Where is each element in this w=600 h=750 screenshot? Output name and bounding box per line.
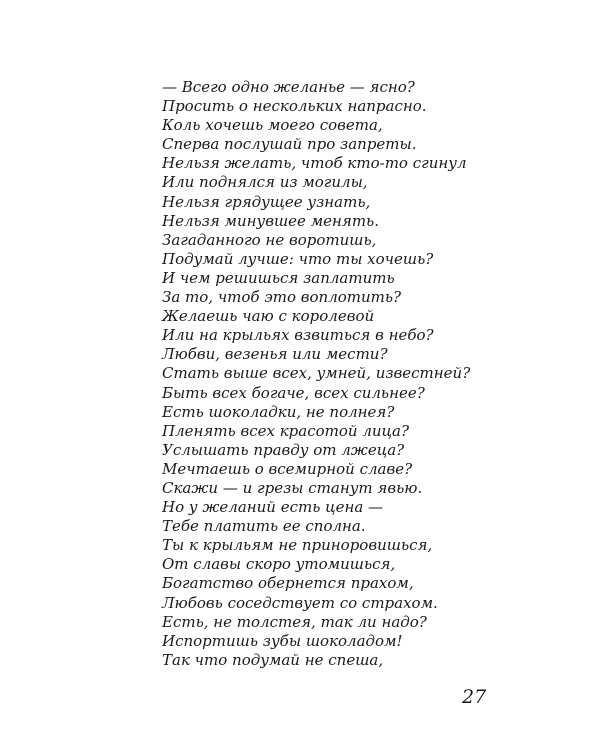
poem-line: Есть, не толстея, так ли надо? <box>162 612 427 631</box>
poem-line: Быть всех богаче, всех сильнее? <box>162 383 425 402</box>
poem-line: Тебе платить ее сполна. <box>162 517 366 536</box>
poem-line: Мечтаешь о всемирной славе? <box>162 459 413 478</box>
poem-line: Но у желаний есть цена — <box>162 498 384 517</box>
poem-line: — Всего одно желанье — ясно? <box>162 78 415 96</box>
poem-line: Есть шоколадки, не полнея? <box>162 402 395 421</box>
poem-line: Загаданного не воротишь, <box>162 230 377 249</box>
poem-line: Ты к крыльям не приноровишься, <box>162 536 433 555</box>
poem-line: От славы скоро утомишься, <box>162 555 396 574</box>
poem-line: И чем решишься заплатить <box>162 268 395 287</box>
poem-line: Испортишь зубы шоколадом! <box>162 631 403 650</box>
poem-line: Подумай лучше: что ты хочешь? <box>162 249 434 268</box>
poem-line: Нельзя желать, чтоб кто-то сгинул <box>162 154 467 173</box>
poem-line: Стать выше всех, умней, известней? <box>162 364 471 383</box>
poem-line: Богатство обернется прахом, <box>162 574 414 593</box>
poem-line: Любви, везенья или мести? <box>162 345 388 364</box>
poem-line: Сперва послушай про запреты. <box>162 135 417 154</box>
poem-line: Желаешь чаю с королевой <box>162 307 375 326</box>
poem-line: Или на крыльях взвиться в небо? <box>162 326 434 345</box>
poem-line: Услышать правду от лжеца? <box>162 440 405 459</box>
poem-line: Любовь соседствует со страхом. <box>162 593 438 612</box>
poem-line: Пленять всех красотой лица? <box>162 421 409 440</box>
poem-text <box>162 78 470 670</box>
poem-line: Так что подумай не спеша, <box>162 650 384 669</box>
poem-line: Или поднялся из могилы, <box>162 173 368 192</box>
poem-line: Скажи — и грезы станут явью. <box>162 478 423 497</box>
poem-line: Нельзя минувшее менять. <box>162 211 379 230</box>
poem-line: Просить о нескольких напрасно. <box>162 97 427 116</box>
poem-line: За то, чтоб это воплотить? <box>162 288 402 307</box>
page-number: 27 <box>462 686 487 708</box>
poem-line: Нельзя грядущее узнать, <box>162 192 371 211</box>
poem-line: Коль хочешь моего совета, <box>162 116 383 135</box>
